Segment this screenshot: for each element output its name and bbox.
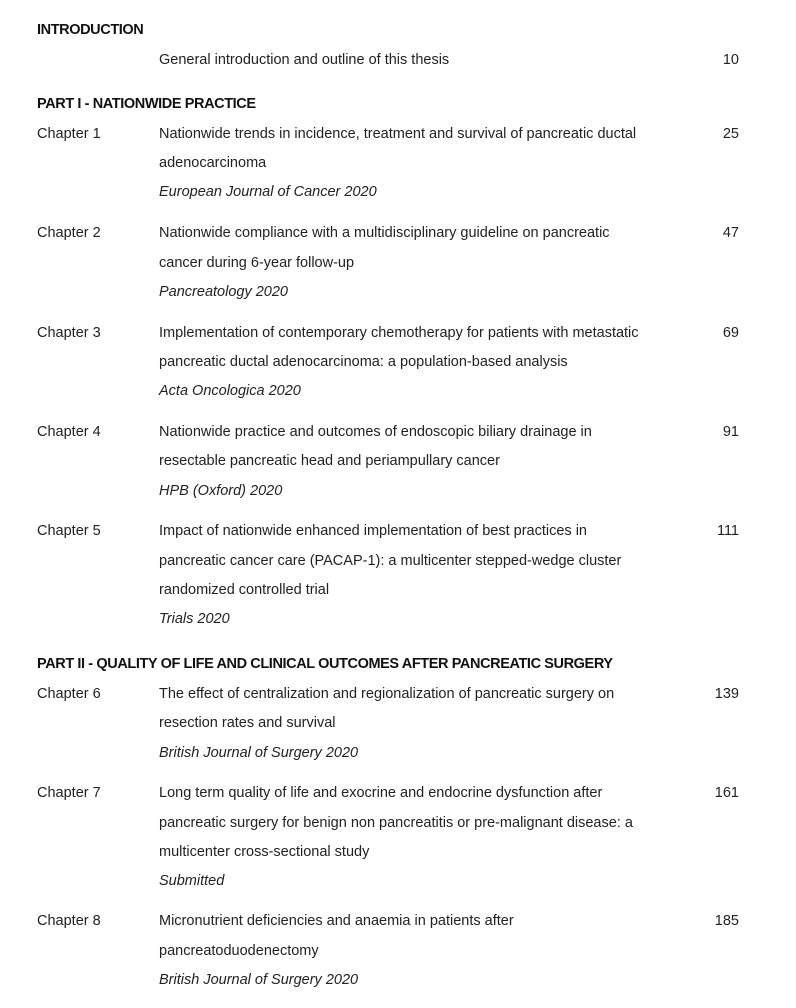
chapter-title-line: Nationwide practice and outcomes of endoscopic biliary drainage in xyxy=(159,424,592,440)
chapter-label: Chapter 5 xyxy=(37,523,101,539)
chapter-label: Chapter 3 xyxy=(37,325,101,341)
intro-entry-page: 10 xyxy=(722,52,739,68)
chapter-page-number: 91 xyxy=(722,424,739,440)
section-heading-part-1: PART I - NATIONWIDE PRACTICE xyxy=(37,96,256,112)
chapter-journal: British Journal of Surgery 2020 xyxy=(159,745,359,761)
chapter-title-line: adenocarcinoma xyxy=(159,155,267,171)
chapter-page-number: 69 xyxy=(722,325,739,341)
intro-entry-title: General introduction and outline of this thesis xyxy=(159,52,450,68)
chapter-title-line: Implementation of contemporary chemotherapy for patients with metastatic xyxy=(159,325,639,341)
chapter-title-line: cancer during 6-year follow-up xyxy=(159,255,355,271)
chapter-label: Chapter 4 xyxy=(37,424,101,440)
chapter-page-number: 139 xyxy=(714,686,739,702)
chapter-title-line: multicenter cross-sectional study xyxy=(159,844,370,860)
chapter-title-line: resectable pancreatic head and periampullary cancer xyxy=(159,453,500,469)
chapter-journal: Submitted xyxy=(159,873,225,889)
chapter-title-line: Impact of nationwide enhanced implementation of best practices in xyxy=(159,523,587,539)
chapter-journal: Trials 2020 xyxy=(159,611,230,627)
chapter-journal: European Journal of Cancer 2020 xyxy=(159,184,377,200)
chapter-title-line: Nationwide trends in incidence, treatment and survival of pancreatic ductal xyxy=(159,126,637,142)
chapter-page-number: 161 xyxy=(714,785,739,801)
chapter-journal: HPB (Oxford) 2020 xyxy=(159,483,283,499)
chapter-journal: Pancreatology 2020 xyxy=(159,284,288,300)
chapter-title-line: Long term quality of life and exocrine and endocrine dysfunction after xyxy=(159,785,603,801)
chapter-journal: Acta Oncologica 2020 xyxy=(159,383,301,399)
chapter-title-line: pancreatoduodenectomy xyxy=(159,943,319,959)
section-heading-introduction: INTRODUCTION xyxy=(37,22,144,38)
chapter-page-number: 47 xyxy=(722,225,739,241)
chapter-journal: British Journal of Surgery 2020 xyxy=(159,972,359,988)
chapter-title-line: Micronutrient deficiencies and anaemia in patients after xyxy=(159,913,514,929)
chapter-title-line: pancreatic ductal adenocarcinoma: a population-based analysis xyxy=(159,354,568,370)
chapter-title-line: Nationwide compliance with a multidisciplinary guideline on pancreatic xyxy=(159,225,610,241)
chapter-page-number: 111 xyxy=(716,523,739,539)
chapter-title-line: resection rates and survival xyxy=(159,715,336,731)
chapter-page-number: 185 xyxy=(714,913,739,929)
chapter-title-line: pancreatic surgery for benign non pancreatitis or pre-malignant disease: a xyxy=(159,815,633,831)
chapter-label: Chapter 2 xyxy=(37,225,101,241)
section-heading-part-2: PART II - QUALITY OF LIFE AND CLINICAL OUTCOMES AFTER PANCREATIC SURGERY xyxy=(37,656,613,672)
chapter-title-line: randomized controlled trial xyxy=(159,582,330,598)
chapter-label: Chapter 7 xyxy=(37,785,101,801)
chapter-title-line: pancreatic cancer care (PACAP-1): a multicenter stepped-wedge cluster xyxy=(159,553,622,569)
chapter-title-line: The effect of centralization and regionalization of pancreatic surgery on xyxy=(159,686,615,702)
chapter-label: Chapter 8 xyxy=(37,913,101,929)
chapter-label: Chapter 6 xyxy=(37,686,101,702)
chapter-label: Chapter 1 xyxy=(37,126,101,142)
chapter-page-number: 25 xyxy=(722,126,739,142)
